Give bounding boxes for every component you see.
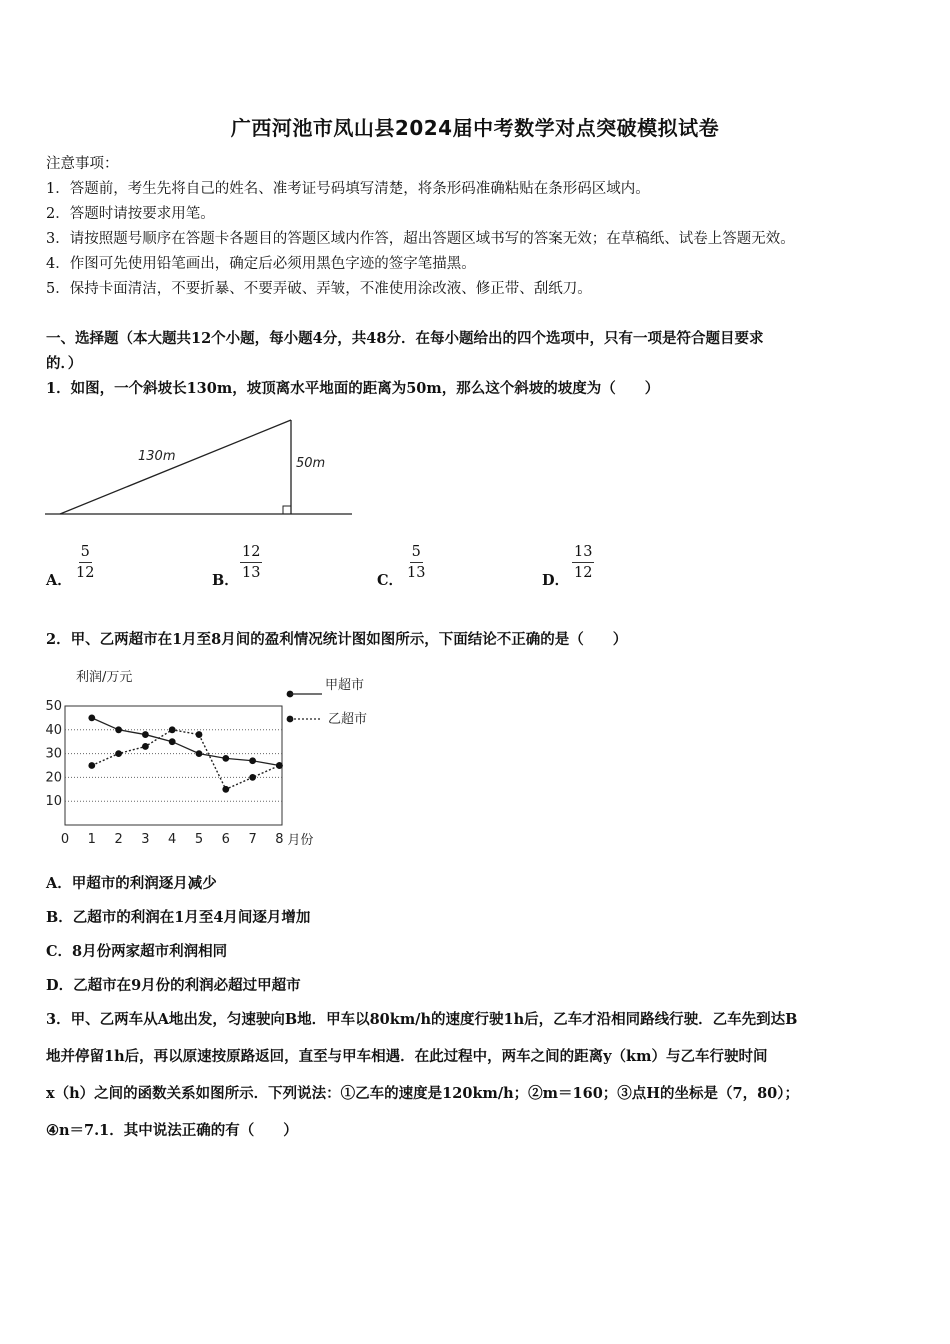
data-point-1 <box>196 750 203 757</box>
data-point-1 <box>222 755 229 762</box>
q2-stem: 2．甲、乙两超市在1月至8月间的盈利情况统计图如图所示，下面结论不正确的是（ ） <box>46 631 628 648</box>
q3-stem-line-2: 地并停留1h后，再以原速按原路返回，直至与甲车相遇．在此过程中，两车之间的距离y（km）与乙车行驶时间 <box>46 1048 768 1065</box>
fraction-denominator: 13 <box>242 565 261 581</box>
fraction-numerator: 13 <box>572 544 594 563</box>
y-tick-label: 20 <box>45 770 62 786</box>
x-tick-label: 8 <box>275 832 284 847</box>
data-point-2 <box>169 726 176 733</box>
y-tick-label: 40 <box>45 722 62 738</box>
q2-option-c: C．8月份两家超市利润相同 <box>46 943 228 960</box>
y-tick-label: 10 <box>45 794 62 810</box>
q3-stem-line-4: ④n＝7.1．其中说法正确的有（ ） <box>46 1122 298 1139</box>
notes-heading: 注意事项： <box>46 156 119 172</box>
x-tick-label: 5 <box>194 832 204 847</box>
x-tick-label: 6 <box>221 832 230 847</box>
q1-option-c-label: C． <box>377 572 404 589</box>
data-point-1 <box>169 738 176 745</box>
data-point-2 <box>222 786 229 793</box>
note-item-3: 3．请按照题号顺序在答题卡各题目的答题区域内作答，超出答题区域书写的答案无效；在草稿纸、试卷上答题无效。 <box>46 231 795 247</box>
section1-heading-cont: 的．） <box>46 355 83 372</box>
data-point-1 <box>115 726 122 733</box>
q1-option-b-label: B． <box>212 572 239 589</box>
fraction-numerator: 5 <box>79 544 92 563</box>
q1-option-b-fraction <box>240 544 262 581</box>
x-axis-label: 月份 <box>287 833 314 848</box>
note-item-2: 2．答题时请按要求用笔。 <box>46 206 215 222</box>
data-point-2 <box>276 762 283 769</box>
y-axis-label: 利润/万元 <box>76 670 133 685</box>
x-tick-label: 3 <box>141 832 150 847</box>
q3-stem-line-1: 3．甲、乙两车从A地出发，匀速驶向B地．甲车以80km/h的速度行驶1h后，乙车才沿相同路线行驶．乙车先到达B <box>46 1011 798 1028</box>
right-angle-mark <box>283 506 291 514</box>
plot-frame <box>65 706 282 825</box>
section1-heading: 一、选择题（本大题共12个小题，每小题4分，共48分．在每小题给出的四个选项中，只有一项是符合题目要求 <box>46 330 764 347</box>
fraction-denominator: 13 <box>407 565 426 581</box>
page-title: 广西河池市凤山县2024届中考数学对点突破模拟试卷 <box>230 116 720 140</box>
x-tick-label: 4 <box>168 832 177 847</box>
fraction-numerator: 12 <box>240 544 262 563</box>
x-tick-label: 1 <box>87 832 96 847</box>
q2-option-d: D．乙超市在9月份的利润必超过甲超市 <box>46 977 301 994</box>
q2-option-b: B．乙超市的利润在1月至4月间逐月增加 <box>46 909 311 926</box>
data-point-2 <box>115 750 122 757</box>
slope-line <box>60 420 291 514</box>
q2-option-a: A．甲超市的利润逐月减少 <box>46 875 217 892</box>
note-item-1: 1．答题前，考生先将自己的姓名、准考证号码填写清楚，将条形码准确粘贴在条形码区域内。 <box>46 181 650 197</box>
y-tick-label: 30 <box>45 746 62 762</box>
data-point-2 <box>196 731 203 738</box>
q1-slope-figure <box>40 410 360 525</box>
x-tick-label: 7 <box>248 832 257 847</box>
data-point-1 <box>88 715 95 722</box>
data-point-2 <box>142 743 149 750</box>
q1-option-d-fraction <box>572 544 594 581</box>
legend-label-2: 乙超市 <box>328 712 368 727</box>
x-tick-label: 2 <box>114 832 123 847</box>
note-item-4: 4．作图可先使用铅笔画出，确定后必须用黑色字迹的签字笔描黑。 <box>46 256 476 272</box>
fraction-denominator: 12 <box>574 565 593 581</box>
height-label: 50m <box>296 456 326 471</box>
q1-option-a-fraction <box>76 544 94 581</box>
q3-stem-line-3: x（h）之间的函数关系如图所示．下列说法：①乙车的速度是120km/h；②m＝160；③点H的坐标是（7，80）； <box>46 1085 800 1102</box>
fraction-numerator: 5 <box>410 544 423 563</box>
legend-label-1: 甲超市 <box>325 678 365 693</box>
q1-option-a-label: A． <box>46 572 72 589</box>
q1-stem: 1．如图，一个斜坡长130m，坡顶离水平地面的距离为50m，那么这个斜坡的坡度为（ ） <box>46 380 660 397</box>
q1-option-d-label: D． <box>542 572 570 589</box>
fraction-denominator: 12 <box>76 565 95 581</box>
q1-option-c-fraction <box>407 544 425 581</box>
y-tick-label: 50 <box>45 699 62 714</box>
note-item-5: 5．保持卡面清洁，不要折暴、不要弄破、弄皱，不准使用涂改液、修正带、刮纸刀。 <box>46 281 592 297</box>
x-origin-label: 0 <box>60 832 70 847</box>
slope-label: 130m <box>138 449 176 464</box>
data-point-2 <box>88 762 95 769</box>
data-point-2 <box>249 774 256 781</box>
data-point-1 <box>249 757 256 764</box>
data-point-1 <box>142 731 149 738</box>
q2-profit-chart <box>40 662 400 852</box>
